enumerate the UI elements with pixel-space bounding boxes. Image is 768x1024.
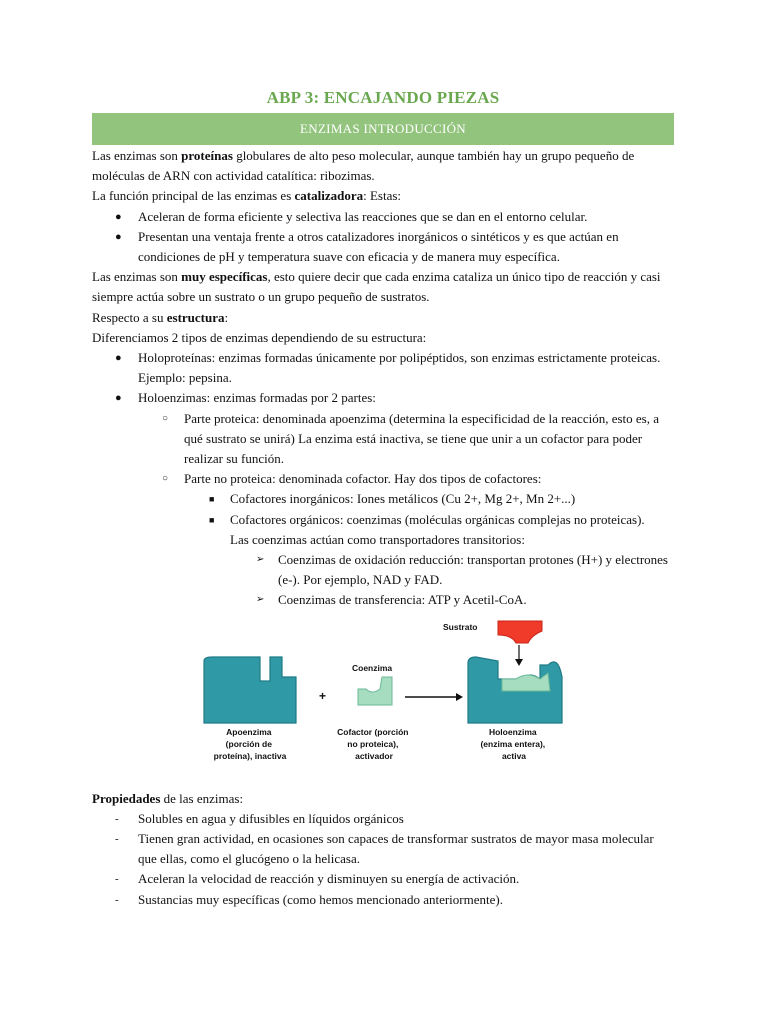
list-item: ● Holoenzimas: enzimas formadas por 2 partes: bbox=[115, 390, 376, 406]
coenzima-label: Coenzima bbox=[352, 662, 393, 673]
list-item: - Solubles en agua y difusibles en líquidos orgánicos bbox=[115, 810, 404, 826]
intro-paragraph-2: La función principal de las enzimas es catalizadora: Estas: bbox=[92, 188, 402, 204]
apoenzima-caption: Apoenzima (porción de proteína), inactiva bbox=[213, 726, 287, 761]
coenzyme-shape bbox=[358, 677, 392, 705]
list-item: - Sustancias muy específicas (como hemos mencionado anteriormente). bbox=[115, 891, 503, 907]
list-item: ● Holoproteínas: enzimas formadas únicamente por polipéptidos, son enzimas estrictamente proteicas. Ejemplo: pepsina. bbox=[115, 350, 661, 386]
list-item: ■ Cofactores inorgánicos: Iones metálicos (Cu 2+, Mg 2+, Mn 2+...) bbox=[209, 491, 576, 507]
section-banner: ENZIMAS INTRODUCCIÓN bbox=[92, 113, 674, 145]
holoenzima-caption: Holoenzima (enzima entera), activa bbox=[480, 726, 546, 761]
list-item: ● Presentan una ventaja frente a otros catalizadores inorgánicos o sintéticos y es que actúan en condiciones de pH y temperatura suave con eficacia y de manera muy específica. bbox=[115, 228, 619, 265]
reaction-arrowhead bbox=[456, 693, 463, 701]
list-item: ● Aceleran de forma eficiente y selectiva las reacciones que se dan en el entorno celular. bbox=[115, 208, 588, 224]
page-title: ABP 3: ENCAJANDO PIEZAS bbox=[266, 88, 500, 107]
list-item: ■ Cofactores orgánicos: coenzimas (moléculas orgánicas complejas no proteicas). bbox=[209, 511, 645, 527]
list-item: ○ Parte proteica: denominada apoenzima (determina la especificidad de la reacción, esto es, a qué sustrato se unirá) La enzima está inactiva, se tiene que unir a un cofactor para poder realizar su función. bbox=[162, 410, 659, 467]
sustrato-label: Sustrato bbox=[443, 621, 478, 632]
substrate-shape bbox=[498, 621, 542, 643]
enzyme-diagram bbox=[92, 613, 674, 769]
list-item: - Tienen gran actividad, en ocasiones son capaces de transformar sustratos de mayor masa molecular que ellas, como el glucógeno o la helicasa. bbox=[115, 831, 654, 867]
document-body bbox=[92, 146, 674, 910]
list-item: ➢ Coenzimas de transferencia: ATP y Acetil-CoA. bbox=[256, 592, 527, 608]
coenzimas-intro: Las coenzimas actúan como transportadores transitorios: bbox=[230, 531, 525, 547]
plus-sign: + bbox=[319, 688, 327, 703]
intro-paragraph-3: Las enzimas son muy específicas, esto quiere decir que cada enzima cataliza un único tipo de reacción y casi siempre actúa sobre un sustrato o un grupo pequeño de sustratos. bbox=[92, 269, 661, 305]
list-item: ○ Parte no proteica: denominada cofactor. Hay dos tipos de cofactores: bbox=[162, 471, 542, 487]
substrate-arrowhead bbox=[515, 659, 523, 666]
propiedades-heading: Propiedades de las enzimas: bbox=[92, 790, 244, 806]
enzyme-diagram-svg bbox=[198, 613, 568, 769]
apoenzyme-shape bbox=[204, 657, 296, 723]
structure-paragraph-2: Diferenciamos 2 tipos de enzimas dependiendo de su estructura: bbox=[92, 329, 427, 345]
intro-paragraph-1: Las enzimas son proteínas globulares de alto peso molecular, aunque también hay un grupo pequeño de moléculas de ARN con actividad catalítica: ribozimas. bbox=[92, 148, 635, 184]
structure-paragraph: Respecto a su estructura: bbox=[92, 309, 229, 325]
cofactor-caption: Cofactor (porción no proteica), activador bbox=[337, 726, 409, 761]
list-item: - Aceleran la velocidad de reacción y disminuyen su energía de activación. bbox=[115, 871, 520, 887]
list-item: ➢ Coenzimas de oxidación reducción: transportan protones (H+) y electrones (e-). Por ejemplo, NAD y FAD. bbox=[256, 552, 668, 588]
